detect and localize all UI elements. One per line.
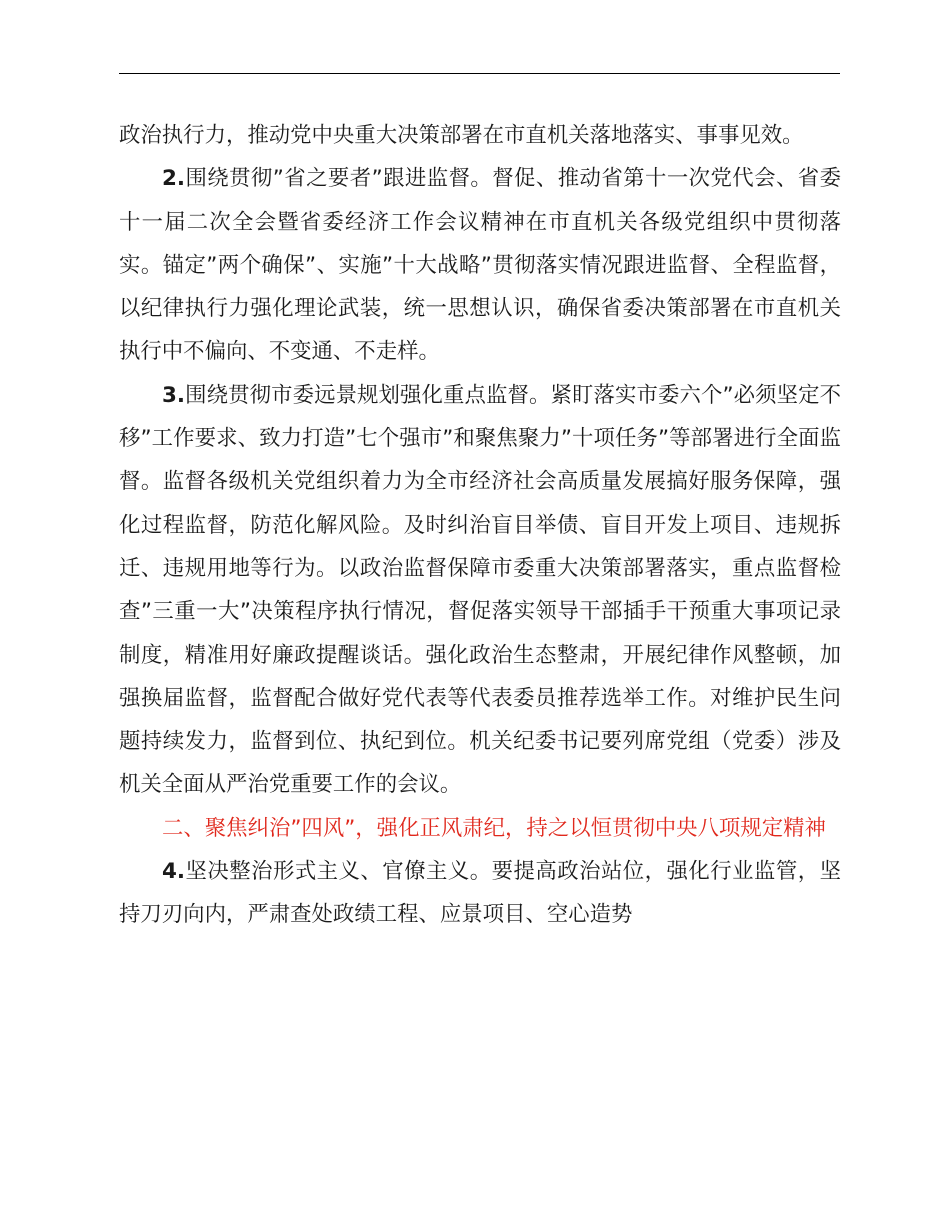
paragraph-text: 政治执行力，推动党中央重大决策部署在市直机关落地落实、事事见效。 — [119, 123, 804, 148]
header-rule — [119, 73, 840, 74]
document-body — [119, 114, 841, 937]
paragraph-text: 围绕贯彻市委远景规划强化重点监督。紧盯落实市委六个”必须坚定不移”工作要求、致力打造”七个强市”和聚焦聚力”十项任务”等部署进行全面监督。监督各级机关党组织着力为全市经济社会高质量发展搞好服务保障，强化过程监督，防范化解风险。及时纠治盲目举债、盲目开发上项目、违规拆迁、违规用地等行为。以政治监督保障市委重大决策部署落实，重点监督检查”三重一大”决策程序执行情况，督促落实领导干部插手干预重大事项记录制度，精准用好廉政提醒谈话。强化政治生态整肃，开展纪律作风整顿，加强换届监督，监督配合做好党代表等代表委员推荐选举工作。对维护民生问题持续发力，监督到位、执纪到位。机关纪委书记要列席党组（党委）涉及机关全面从严治党重要工作的会议。 — [119, 382, 841, 798]
paragraph-text: 围绕贯彻”省之要者”跟进监督。督促、推动省第十一次党代会、省委十一届二次全会暨省委经济工作会议精神在市直机关各级党组织中贯彻落实。锚定”两个确保”、实施”十大战略”贯彻落实情况跟进监督、全程监督，以纪律执行力强化理论武装，统一思想认识，确保省委决策部署在市直机关执行中不偏向、不变通、不走样。 — [119, 166, 841, 365]
paragraph-continuation — [119, 114, 841, 157]
item-number: 2. — [162, 166, 186, 192]
item-number: 3. — [162, 382, 186, 408]
paragraph-item-2 — [119, 157, 841, 373]
section-heading — [119, 807, 841, 850]
paragraph-item-4 — [119, 850, 841, 937]
paragraph-item-3 — [119, 374, 841, 807]
section-heading-text: 二、聚焦纠治”四风”，强化正风肃纪，持之以恒贯彻中央八项规定精神 — [162, 815, 826, 841]
item-number: 4. — [162, 859, 186, 885]
paragraph-text: 坚决整治形式主义、官僚主义。要提高政治站位，强化行业监管，坚持刀刃向内，严肃查处政绩工程、应景项目、空心造势 — [119, 859, 841, 928]
